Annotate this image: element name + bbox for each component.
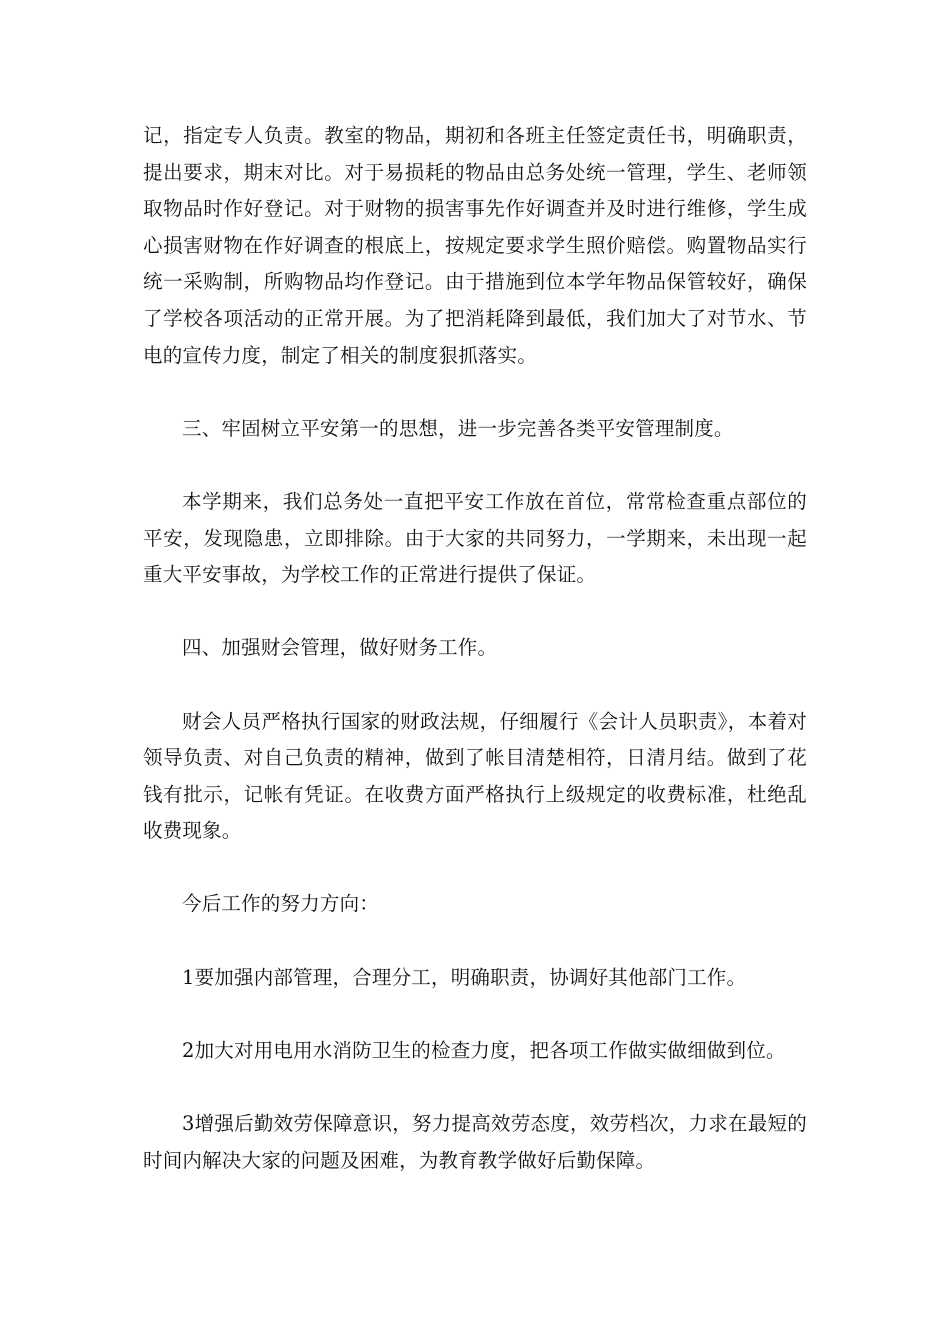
paragraph-continuation: 记，指定专人负责。教室的物品，期初和各班主任签定责任书，明确职责，提出要求，期末对比。对于易损耗的物品由总务处统一管理，学生、老师领取物品时作好登记。对于财物的损害事先作好调查并及时进行维修，学生成心损害财物在作好调查的根底上，按规定要求学生照价赔偿。购置物品实行统一采购制，所购物品均作登记。由于措施到位本学年物品保管较好，确保了学校各项活动的正常开展。为了把消耗降到最低，我们加大了对节水、节电的宣传力度，制定了相关的制度狠抓落实。 <box>143 124 807 367</box>
paragraph-finance: 财会人员严格执行国家的财政法规，仔细履行《会计人员职责》，本着对领导负责、对自己负责的精神，做到了帐目清楚相符，日清月结。做到了花钱有批示，记帐有凭证。在收费方面严格执行上级规定的收费标准，杜绝乱收费现象。 <box>143 709 807 843</box>
section-heading-finance: 四、加强财会管理，做好财务工作。 <box>182 636 498 660</box>
list-item-3: 3增强后勤效劳保障意识，努力提高效劳态度，效劳档次，力求在最短的时间内解决大家的问题及困难，为教育教学做好后勤保障。 <box>143 1112 807 1172</box>
section-heading-safety: 三、牢固树立平安第一的思想，进一步完善各类平安管理制度。 <box>182 416 734 440</box>
paragraph-safety: 本学期来，我们总务处一直把平安工作放在首位，常常检查重点部位的平安，发现隐患，立即排除。由于大家的共同努力，一学期来，未出现一起重大平安事故，为学校工作的正常进行提供了保证。 <box>143 489 807 587</box>
document-body <box>143 118 807 1179</box>
list-item-1: 1要加强内部管理，合理分工，明确职责，协调好其他部门工作。 <box>182 965 747 989</box>
section-heading-future: 今后工作的努力方向： <box>182 892 380 916</box>
list-item-2: 2加大对用电用水消防卫生的检查力度，把各项工作做实做细做到位。 <box>182 1038 786 1062</box>
